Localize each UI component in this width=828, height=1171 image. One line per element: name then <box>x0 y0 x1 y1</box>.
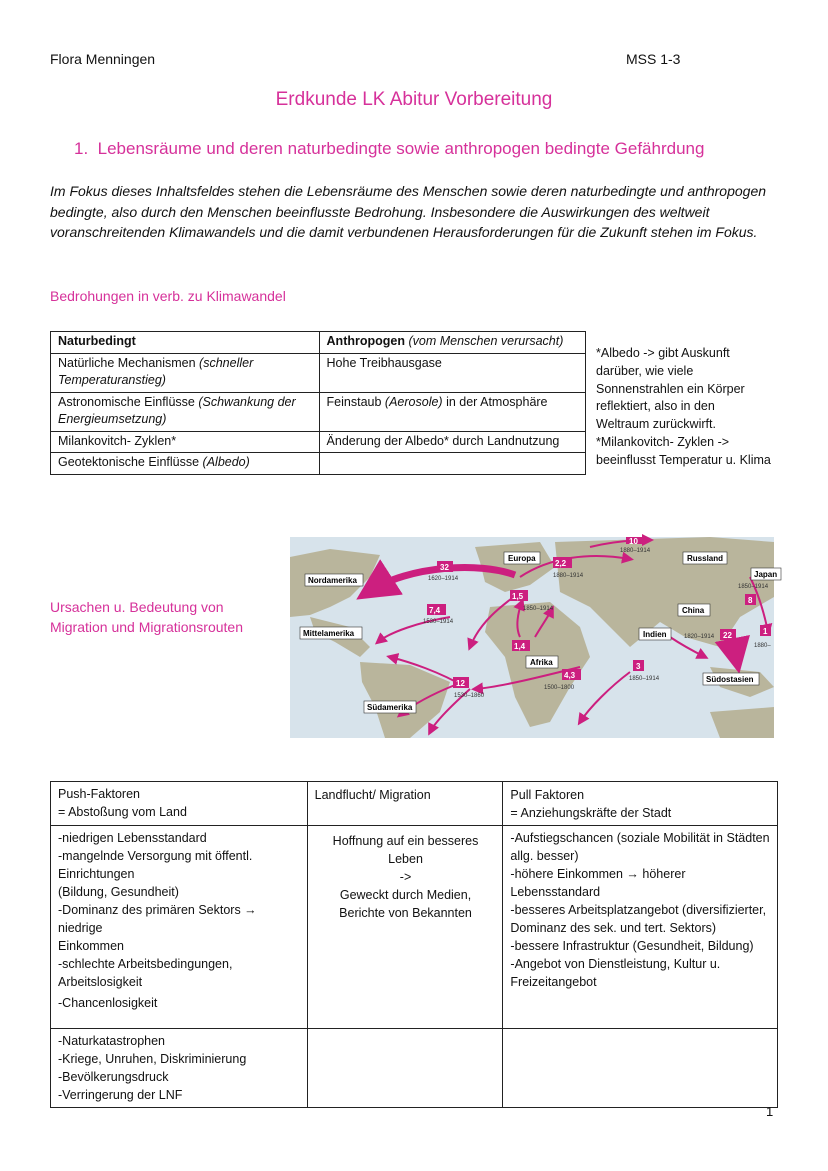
svg-text:1880–1914: 1880–1914 <box>620 548 651 554</box>
header-cell: Anthropogen (vom Menschen verursacht) <box>319 332 585 354</box>
migration-map <box>290 537 778 738</box>
middle-header: Landflucht/ Migration <box>314 788 431 802</box>
document-title: Erdkunde LK Abitur Vorbereitung <box>275 89 553 110</box>
migration-heading-line: Ursachen u. Bedeutung von <box>50 599 224 615</box>
region-japan <box>751 568 781 580</box>
table-cell: Feinstaub (Aerosole) in der Atmosphäre <box>319 392 585 431</box>
region-russland <box>683 552 727 564</box>
svg-text:1880–: 1880– <box>754 643 771 649</box>
list-item: -Verringerung der LNF <box>58 1088 183 1102</box>
footnote-text: *Albedo -> gibt Auskunft darüber, wie viele Sonnenstrahlen ein Körper reflektiert, also in den Weltraum zurückwirft. *Milankovitch- Zyklen -> beeinflusst Temperatur u. Klima <box>596 346 771 467</box>
migration-heading <box>50 597 243 637</box>
table-row <box>51 1029 778 1108</box>
flow-badge-1-4 <box>512 640 530 651</box>
region-europa <box>504 552 540 564</box>
list-item: -besseres Arbeitsplatzangebot (diversifizierter, Dominanz des sek. und tert. Sektors) <box>510 903 767 935</box>
list-item: (Bildung, Gesundheit) <box>58 885 179 899</box>
table-cell: Hohe Treibhausgase <box>319 353 585 392</box>
svg-text:1530–1914: 1530–1914 <box>423 619 454 625</box>
table-cell: Änderung der Albedo* durch Landnutzung <box>319 431 585 453</box>
pull-subheader: = Anziehungskräfte der Stadt <box>510 806 672 820</box>
svg-text:1850–1914: 1850–1914 <box>738 584 769 590</box>
section-heading <box>74 139 704 159</box>
table-cell: Astronomische Einflüsse (Schwankung der Energieumsetzung) <box>51 392 320 431</box>
table-cell: Geotektonische Einflüsse (Albedo) <box>51 453 320 475</box>
list-item: -Aufstiegschancen (soziale Mobilität in Städten allg. besser) <box>510 831 770 863</box>
svg-text:1850–1914: 1850–1914 <box>523 606 554 612</box>
svg-text:Indien: Indien <box>643 630 667 639</box>
svg-text:1850–1914: 1850–1914 <box>629 676 660 682</box>
svg-text:22: 22 <box>723 631 732 640</box>
svg-text:Südamerika: Südamerika <box>367 703 413 712</box>
list-item: -bessere Infrastruktur (Gesundheit, Bildung) <box>510 939 754 953</box>
list-item: -Angebot von Dienstleistung, Kultur u. Freizeitangebot <box>510 957 721 989</box>
svg-text:Mittelamerika: Mittelamerika <box>303 629 355 638</box>
svg-text:Südostasien: Südostasien <box>706 675 754 684</box>
header-cell <box>307 782 503 826</box>
svg-text:10: 10 <box>629 537 638 546</box>
table-cell <box>319 453 585 475</box>
flow-badge-7-4 <box>423 604 454 625</box>
svg-text:1500–1800: 1500–1800 <box>544 685 575 691</box>
flow-badge-3 <box>629 660 660 682</box>
page-number: 1 <box>766 1104 774 1119</box>
svg-text:1620–1914: 1620–1914 <box>428 576 459 582</box>
region-nordamerika <box>305 574 363 586</box>
list-item: Einkommen <box>58 939 124 953</box>
list-item: -niedrigen Lebensstandard <box>58 831 207 845</box>
header-cell: Naturbedingt <box>51 332 320 354</box>
middle-cell <box>307 826 503 1029</box>
list-item: -höhere Einkommen → höherer Lebensstandard <box>510 867 686 899</box>
empty-cell <box>503 1029 778 1108</box>
svg-text:1: 1 <box>763 627 768 636</box>
svg-text:1,4: 1,4 <box>514 642 526 651</box>
svg-text:12: 12 <box>456 679 465 688</box>
list-item: -Dominanz des primären Sektors → niedrige <box>58 903 257 935</box>
svg-text:China: China <box>682 606 705 615</box>
author-name: Flora Menningen <box>50 51 156 67</box>
push-header: Push-Faktoren <box>58 787 140 801</box>
list-item: -Kriege, Unruhen, Diskriminierung <box>58 1052 247 1066</box>
table-row <box>51 826 778 1029</box>
middle-text: Hoffnung auf ein besseres Leben <box>332 834 479 866</box>
table-header-row <box>51 332 586 354</box>
svg-text:Nordamerika: Nordamerika <box>308 576 357 585</box>
region-indien <box>639 628 671 640</box>
push-pull-table <box>50 781 778 1108</box>
list-item: -mangelnde Versorgung mit öffentl. Einrichtungen <box>58 849 253 881</box>
svg-text:4,3: 4,3 <box>564 671 576 680</box>
table-row <box>51 453 586 475</box>
table-cell: Milankovitch- Zyklen* <box>51 431 320 453</box>
svg-text:1,5: 1,5 <box>512 592 524 601</box>
section-title: Lebensräume und deren naturbedingte sowie anthropogen bedingte Gefährdung <box>97 139 705 158</box>
list-item: -Naturkatastrophen <box>58 1034 166 1048</box>
region-afrika <box>526 656 558 668</box>
section-number: 1. <box>74 139 89 158</box>
pull-header: Pull Faktoren <box>510 788 585 802</box>
list-item: -Chancenlosigkeit <box>58 996 158 1010</box>
class-label: MSS 1-3 <box>626 51 681 67</box>
svg-text:7,4: 7,4 <box>429 606 441 615</box>
table-header-row <box>51 782 778 826</box>
region-suedostasien <box>703 673 759 685</box>
flow-badge-1 <box>754 625 771 649</box>
svg-text:Europa: Europa <box>508 554 536 563</box>
svg-text:1820–1914: 1820–1914 <box>684 634 715 640</box>
list-item: -schlechte Arbeitsbedingungen, Arbeitslosigkeit <box>58 957 233 989</box>
empty-cell <box>307 1029 503 1108</box>
region-suedamerika <box>364 701 416 713</box>
migration-heading-line: Migration und Migrationsrouten <box>50 619 243 635</box>
middle-text: Geweckt durch Medien, Berichte von Bekannten <box>339 888 472 920</box>
climate-table <box>50 331 586 475</box>
flow-arrow <box>580 672 630 722</box>
table-row <box>51 353 586 392</box>
climate-heading: Bedrohungen in verb. zu Klimawandel <box>50 288 286 304</box>
header-cell <box>51 782 308 826</box>
svg-text:32: 32 <box>440 563 449 572</box>
australia-land <box>710 707 774 738</box>
svg-text:3: 3 <box>636 662 641 671</box>
header-cell <box>503 782 778 826</box>
push-factors-cell-2 <box>51 1029 308 1108</box>
svg-text:1530–1860: 1530–1860 <box>454 693 485 699</box>
middle-text: -> <box>399 870 412 884</box>
table-row <box>51 431 586 453</box>
svg-text:1880–1914: 1880–1914 <box>553 573 584 579</box>
table-row <box>51 392 586 431</box>
region-china <box>678 604 710 616</box>
push-factors-cell <box>51 826 308 1029</box>
intro-paragraph: Im Fokus dieses Inhaltsfeldes stehen die Lebensräume des Menschen sowie deren naturbedingte und anthropogen bedingte, also durch den Menschen beeinflusste Bedrohung. Insbesondere die Auswirkungen des weltweit voranschreitenden Klimawandels und die damit verbundenen Herausforderungen für die Zukunft stehen im Fokus. <box>50 183 767 241</box>
pull-factors-cell <box>503 826 778 1029</box>
table-cell: Natürliche Mechanismen (schneller Temperaturanstieg) <box>51 353 320 392</box>
svg-text:Afrika: Afrika <box>530 658 553 667</box>
region-mittelamerika <box>300 627 362 639</box>
svg-text:Russland: Russland <box>687 554 724 563</box>
svg-text:8: 8 <box>748 596 753 605</box>
svg-text:2,2: 2,2 <box>555 559 567 568</box>
list-item: -Bevölkerungsdruck <box>58 1070 169 1084</box>
migration-map-svg <box>290 537 778 738</box>
svg-text:Japan: Japan <box>754 570 778 579</box>
push-subheader: = Abstoßung vom Land <box>58 805 187 819</box>
